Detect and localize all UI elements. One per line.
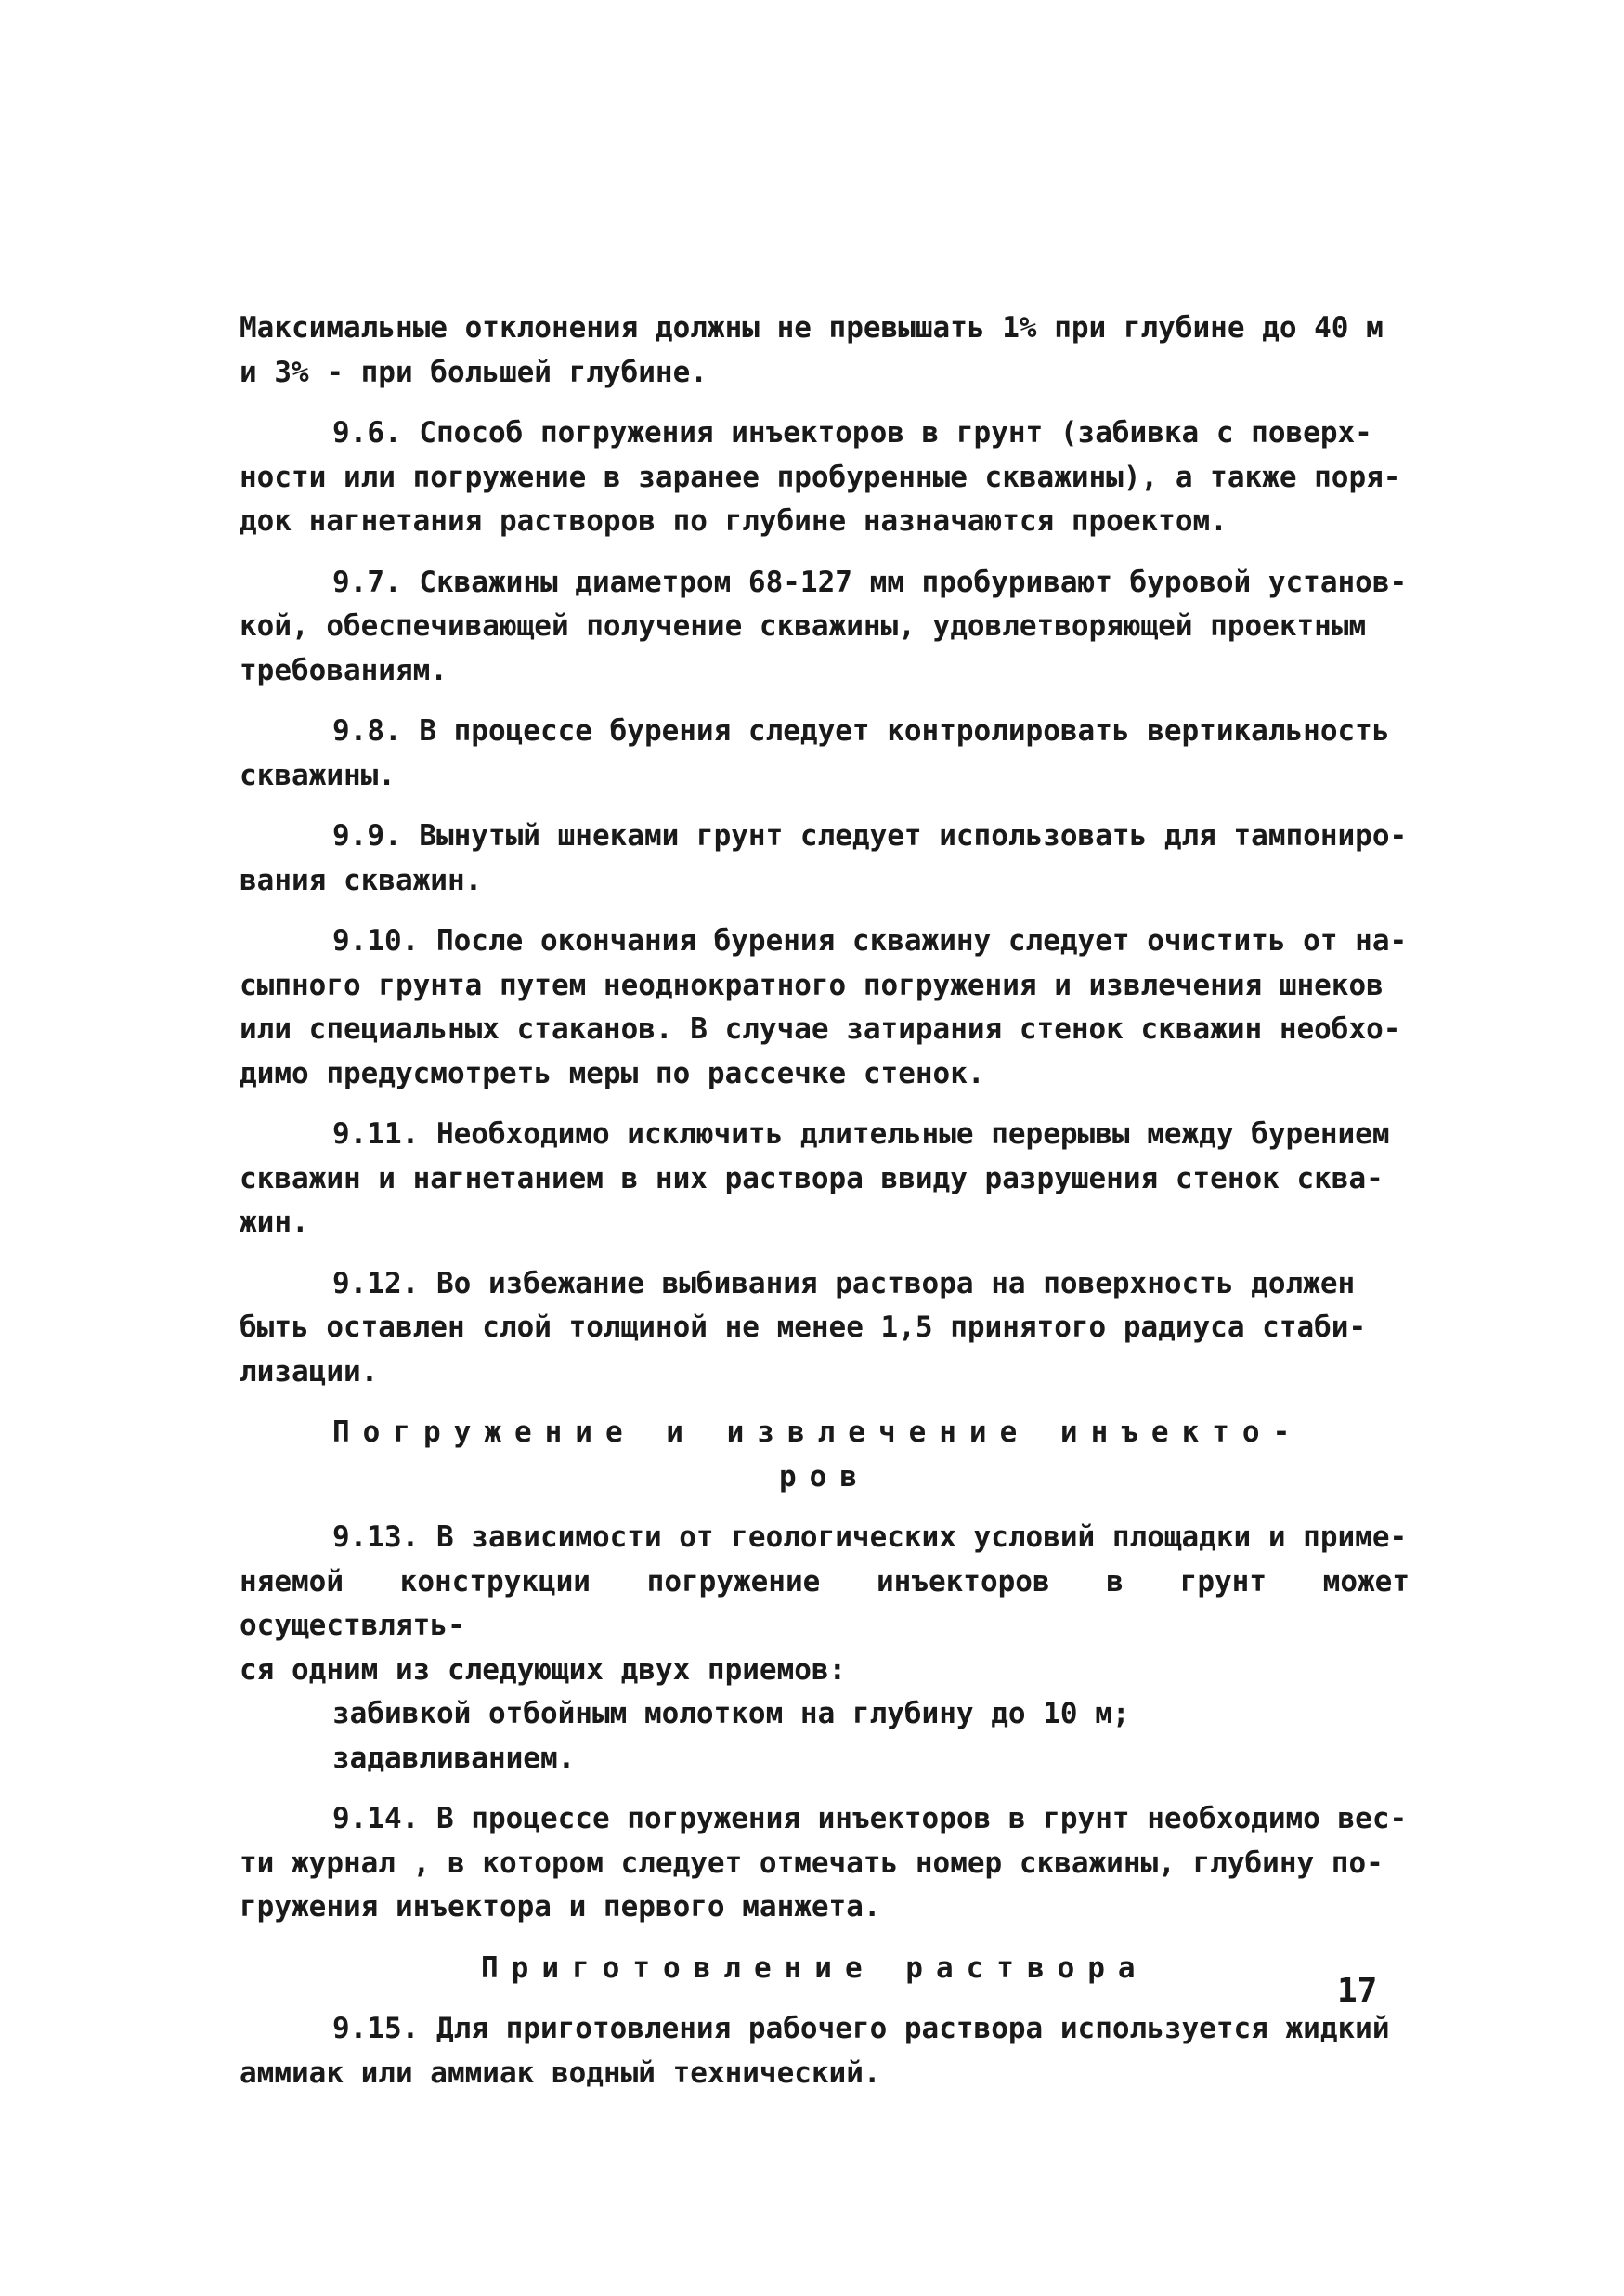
text-line: аммиак или аммиак водный технический. (240, 2055, 881, 2090)
text-line: скважин и нагнетанием в них раствора ввиду разрушения стенок сква- (240, 1161, 1384, 1195)
text-line: 9.11. Необходимо исключить длительные перерывы между бурением (332, 1117, 1390, 1151)
paragraph-9-14 (240, 1797, 1410, 1930)
text-line: 9.15. Для приготовления рабочего раствора используется жидкий (332, 2012, 1390, 2045)
paragraph-9-13 (240, 1516, 1410, 1781)
text-line: 9.7. Скважины диаметром 68-127 мм пробуривают буровой установ- (332, 565, 1408, 599)
text-line: ся одним из следующих двух приемов: (240, 1652, 847, 1687)
text-line: и 3% - при большей глубине. (240, 355, 708, 389)
paragraph-9-11 (240, 1113, 1410, 1246)
text-line: 9.14. В процессе погружения инъекторов в грунт необходимо вес- (332, 1802, 1408, 1835)
text-line: жин. (240, 1206, 309, 1239)
text-line: гружения инъектора и первого манжета. (240, 1890, 881, 1924)
text-line: скважины. (240, 758, 396, 792)
heading-line: Приготовление раствора (481, 1950, 1149, 1985)
list-item: забивкой отбойным молотком на глубину до 10 м; (332, 1697, 1130, 1730)
heading-line: ров (779, 1459, 870, 1494)
text-line: 9.12. Во избежание выбивания раствора на поверхность должен (332, 1266, 1356, 1300)
paragraph-9-12 (240, 1262, 1410, 1395)
paragraph-9-15 (240, 2007, 1410, 2095)
text-line: Максимальные отклонения должны не превышать 1% при глубине до 40 м (240, 311, 1384, 345)
paragraph-9-6 (240, 411, 1410, 544)
text-line: димо предусмотреть меры по рассечке стенок. (240, 1056, 985, 1090)
paragraph-9-9 (240, 815, 1410, 903)
text-line: 9.8. В процессе бурения следует контролировать вертикальность (332, 714, 1390, 748)
section-heading-solution-preparation (240, 1947, 1410, 1991)
text-line: док нагнетания растворов по глубине назначаются проектом. (240, 504, 1228, 538)
text-line: вания скважин. (240, 863, 483, 897)
text-line: 9.10. После окончания бурения скважину следует очистить от на- (332, 924, 1408, 958)
paragraph-9-7 (240, 561, 1410, 694)
paragraph-intro (240, 307, 1410, 395)
text-line: быть оставлен слой толщиной не менее 1,5 принятого радиуса стаби- (240, 1311, 1367, 1344)
page-number: 17 (1337, 1972, 1378, 2010)
text-line: или специальных стаканов. В случае затирания стенок скважин необхо- (240, 1012, 1401, 1046)
text-line: требованиям. (240, 653, 448, 687)
paragraph-9-10 (240, 920, 1410, 1096)
document-body (240, 307, 1410, 2112)
paragraph-9-8 (240, 710, 1410, 798)
text-line: лизации. (240, 1354, 379, 1389)
text-line: кой, обеспечивающей получение скважины, удовлетворяющей проектным (240, 609, 1367, 643)
text-line: сыпного грунта путем неоднократного погружения и извлечения шнеков (240, 968, 1384, 1002)
list-item: задавливанием. (332, 1741, 576, 1775)
section-heading-injector-immersion (240, 1411, 1410, 1499)
text-line: 9.9. Вынутый шнеками грунт следует использовать для тампониро- (332, 819, 1408, 853)
text-line: 9.6. Способ погружения инъекторов в грунт (забивка с поверх- (332, 416, 1372, 450)
text-line: няемой конструкции погружение инъекторов в грунт может осуществлять- (240, 1564, 1410, 1642)
heading-line: Погружение и извлечение инъекто- (332, 1415, 1304, 1449)
text-line: 9.13. В зависимости от геологических условий площадки и приме- (332, 1520, 1408, 1554)
text-line: ности или погружение в заранее пробуренные скважины), а также поря- (240, 460, 1401, 494)
text-line: ти журнал , в котором следует отмечать номер скважины, глубину по- (240, 1846, 1384, 1880)
